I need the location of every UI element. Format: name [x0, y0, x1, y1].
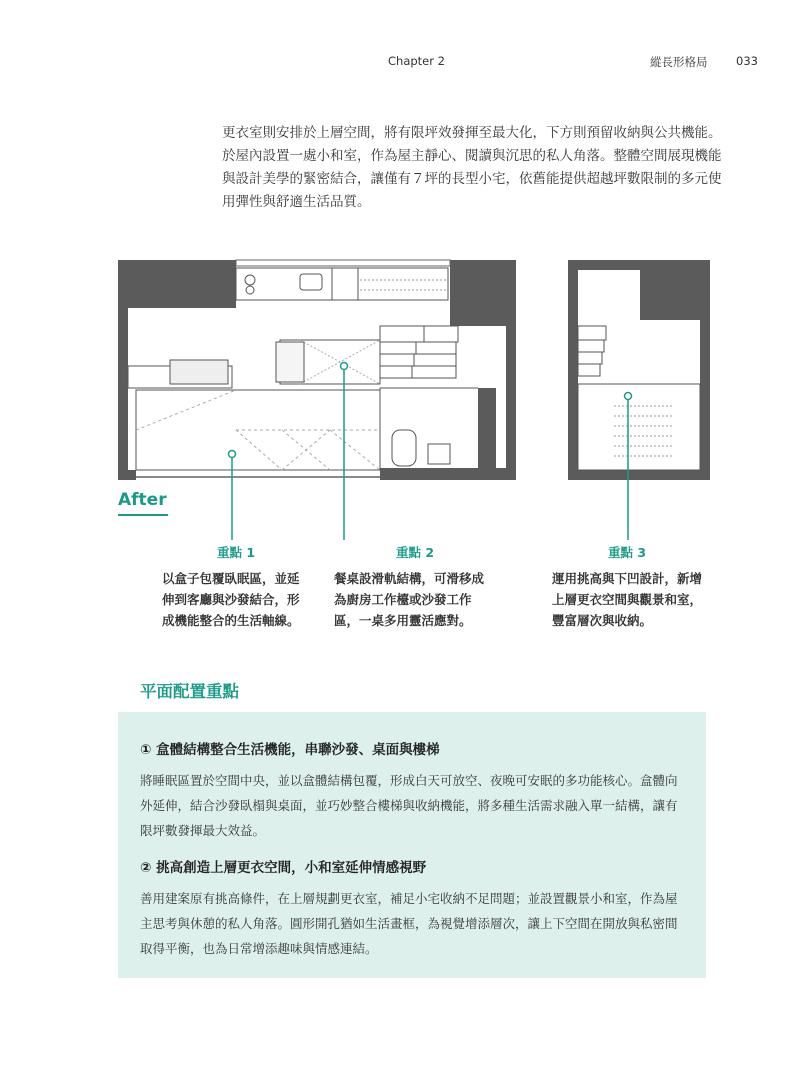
point-3 — [552, 543, 702, 631]
wall-bottom-left — [118, 470, 136, 480]
item-1-text: 將睡眠區置於空間中央，並以盒體結構包覆，形成白天可放空、夜晚可安眠的多功能核心。盒體向外延伸，結合沙發臥榻與桌面，並巧妙整合樓梯與收納機能，將多種生活需求融入單一結構，讓有限坪數發揮最大效益。 — [140, 773, 678, 838]
chapter-label: Chapter 2 — [388, 54, 445, 68]
wall-top-left — [118, 260, 236, 308]
after-label: After — [118, 490, 167, 510]
wall-left — [118, 260, 128, 480]
point-1-text: 以盒子包覆臥眠區，並延伸到客廳與沙發結合，形成機能整合的生活軸線。 — [162, 571, 300, 628]
wall-right — [506, 260, 516, 480]
upper-floor-plan — [568, 260, 710, 540]
point-2-title: 重點 2 — [395, 545, 435, 560]
section-title: 平面配置重點 — [140, 682, 239, 701]
point-1 — [162, 543, 310, 631]
point-3-title: 重點 3 — [607, 545, 647, 560]
point-3-text: 運用挑高與下凹設計，新增上層更衣空間與觀景和室，豐富層次與收納。 — [552, 571, 703, 628]
after-underline — [118, 514, 168, 516]
item-1-heading: ① 盒體結構整合生活機能，串聯沙發、桌面與樓梯 — [140, 742, 440, 758]
section-label: 縱長形格局 — [650, 55, 708, 69]
main-floor-plan — [118, 260, 516, 540]
page-number: 033 — [736, 54, 758, 68]
item-2-text: 善用建案原有挑高條件，在上層規劃更衣室，補足小宅收納不足問題；並設置觀景小和室，作為屋主思考與休憩的私人角落。圓形開孔猶如生活畫框，為視覺增添層次，讓上下空間在開放與私密間取得平衡，也為日常增添趣味與情感連結。 — [140, 891, 678, 956]
item-2-heading: ② 挑高創造上層更衣空間，小和室延伸情感視野 — [140, 860, 427, 876]
wall-stub — [478, 388, 496, 468]
point-2 — [334, 543, 496, 631]
point-2-text: 餐桌設滑軌結構，可滑移成為廚房工作檯或沙發工作區，一桌多用靈活應對。 — [334, 571, 485, 628]
point-1-title: 重點 1 — [216, 545, 256, 560]
intro-paragraph: 更衣室則安排於上層空間，將有限坪效發揮至最大化，下方則預留收納與公共機能。於屋內設置一處小和室，作為屋主靜心、閱讀與沉思的私人角落。整體空間展現機能與設計美學的緊密結合，讓僅有７坪的長型小宅，依舊能提供超越坪數限制的多元使用彈性與舒適生活品質。 — [222, 125, 722, 210]
wall-bottom-right — [380, 468, 516, 480]
